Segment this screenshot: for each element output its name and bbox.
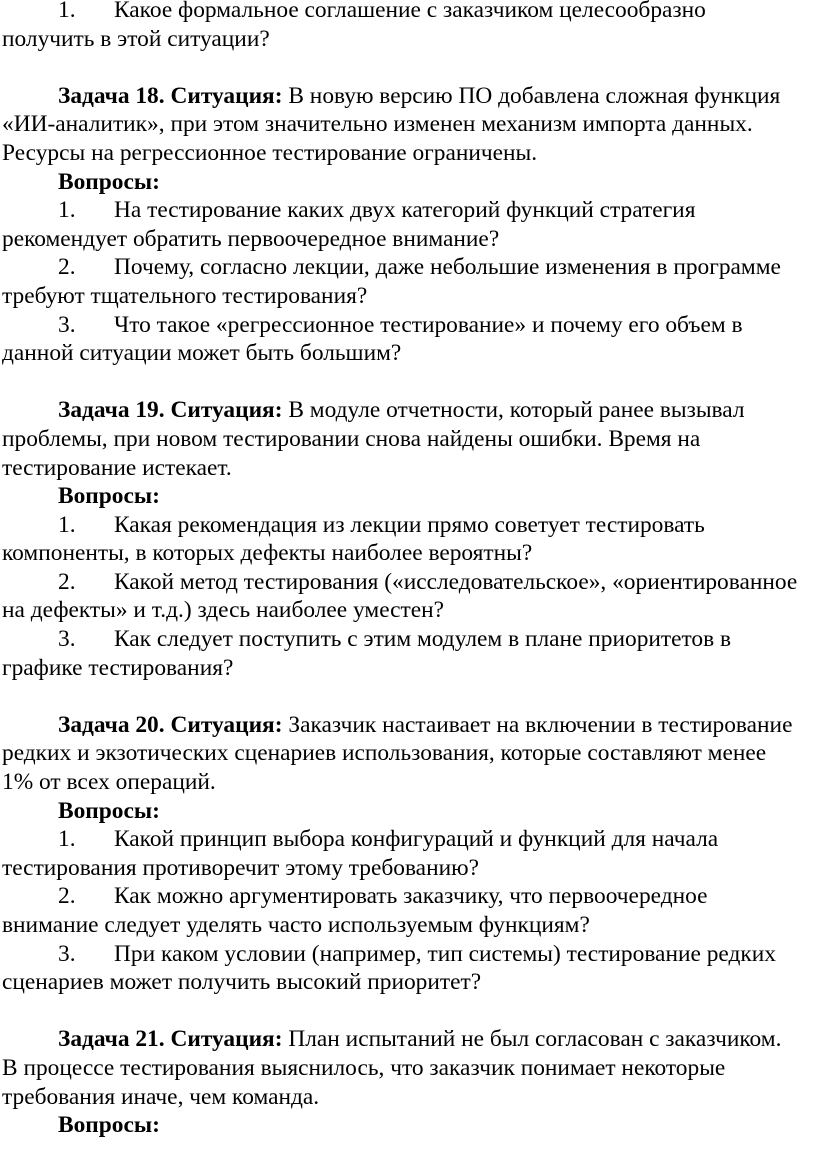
situation-text: В новую версию ПО добавлена сложная функция «ИИ-аналитик», при этом значительно изменен механизм импорта данных. Ресурсы на регрессионное тестирование ограничены.: [2, 82, 781, 166]
task-title: Задача 21.: [58, 1026, 165, 1053]
task-title: Задача 20.: [58, 711, 165, 738]
task-title: Задача 18.: [58, 82, 165, 109]
question-number: 1.: [58, 511, 76, 538]
question-text: Как следует поступить с этим модулем в плане приоритетов в графике тестирования?: [2, 626, 732, 681]
situation-text: Заказчик настаивает на включении в тестирование редких и экзотических сценариев использования, которые составляют менее 1% от всех операций.: [2, 711, 793, 796]
task-title: Задача 19.: [58, 397, 165, 424]
question-number: 2.: [58, 568, 76, 595]
question-text: Какой метод тестирования («исследовательское», «ориентированное на дефекты» и т.д.) здесь наиболее уместен?: [2, 568, 798, 624]
question-text: Какой принцип выбора конфигураций и функций для начала тестирования противоречит этому требованию?: [2, 826, 719, 881]
question-item: [2, 825, 802, 882]
task-19-situation: [2, 396, 802, 482]
questions-label: Вопросы:: [58, 483, 160, 510]
question-item: [2, 0, 802, 53]
task-20-situation: [2, 711, 802, 797]
question-item: [2, 253, 802, 310]
question-item: [2, 311, 802, 368]
questions-label: Вопросы:: [58, 168, 160, 195]
situation-text: В модуле отчетности, который ранее вызывал проблемы, при новом тестировании снова найдены ошибки. Время на тестирование истекает.: [2, 397, 745, 481]
question-number: 1.: [58, 0, 76, 23]
question-item: [2, 940, 802, 997]
questions-label: Вопросы:: [58, 1112, 160, 1139]
question-text: Почему, согласно лекции, даже небольшие изменения в программе требуют тщательного тестирования?: [2, 254, 781, 309]
question-number: 2.: [58, 254, 76, 281]
question-text: На тестирование каких двух категорий функций стратегия рекомендует обратить первоочередное внимание?: [2, 197, 696, 252]
task-21-situation: [2, 1025, 802, 1111]
question-number: 2.: [58, 883, 76, 910]
situation-label: Ситуация:: [170, 1026, 283, 1053]
question-number: 1.: [58, 826, 76, 853]
question-text: Какая рекомендация из лекции прямо советует тестировать компоненты, в которых дефекты наиболее вероятны?: [2, 511, 705, 567]
situation-label: Ситуация:: [170, 711, 283, 738]
question-text: Как можно аргументировать заказчику, что первоочередное внимание следует уделять часто используемым функциям?: [2, 883, 708, 938]
question-item: [2, 625, 802, 682]
question-item: [2, 568, 802, 625]
question-item: [2, 882, 802, 939]
question-text: При каком условии (например, тип системы) тестирование редких сценариев может получить высокий приоритет?: [2, 940, 776, 996]
question-number: 3.: [58, 940, 76, 967]
situation-label: Ситуация:: [170, 397, 283, 424]
situation-label: Ситуация:: [170, 82, 283, 109]
question-item: [2, 196, 802, 253]
task-18-situation: [2, 82, 802, 168]
question-number: 3.: [58, 311, 76, 338]
question-item: [2, 511, 802, 568]
questions-label: Вопросы:: [58, 797, 160, 824]
question-text: Что такое «регрессионное тестирование» и почему его объем в данной ситуации может быть большим?: [2, 311, 743, 367]
situation-text: План испытаний не был согласован с заказчиком. В процессе тестирования выяснилось, что заказчик понимает некоторые требования иначе, чем команда.: [2, 1026, 782, 1110]
question-text: Какое формальное соглашение с заказчиком целесообразно получить в этой ситуации?: [2, 0, 706, 52]
question-number: 1.: [58, 197, 76, 224]
question-number: 3.: [58, 626, 76, 653]
